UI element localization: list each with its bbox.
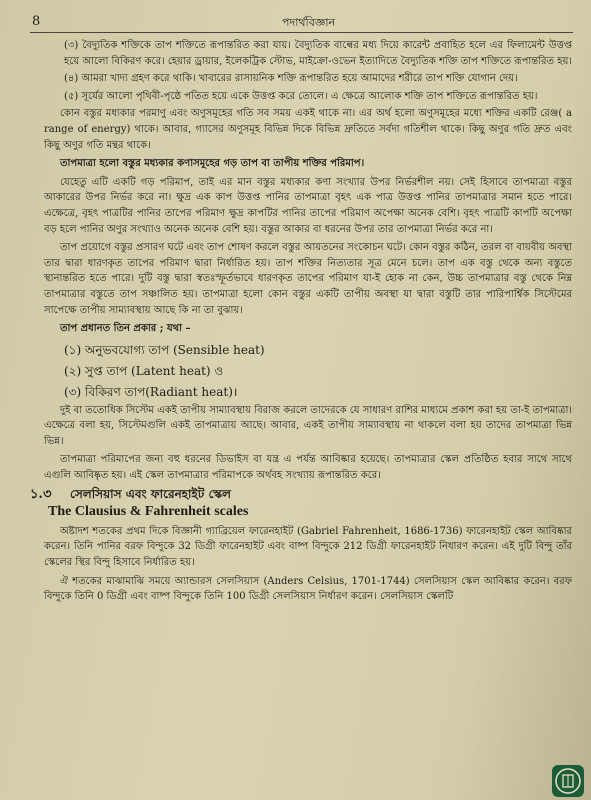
list-item-4: (৪) আমরা খাদ্য গ্রহণ করে থাকি। খাবারের রাসায়নিক শক্তি রূপান্তরিত হয়ে আমাদের শরীরে তাপ শক্তি যোগান দেয়। — [64, 73, 518, 85]
running-header-title: পদার্থবিজ্ঞান — [282, 16, 336, 29]
header-divider — [30, 32, 573, 33]
paragraph-fahrenheit: অষ্টাদশ শতকের প্রথম দিকে বিজ্ঞানী গ্যাব্রিয়েল ফারেনহাইট (Gabriel Fahrenheit, 1686-1736) ফারেনহাইট স্কেল আবিষ্কার করেন। তিনি পানির বরফ বিন্দুকে 32 ডিগ্রী ফারেনহাইট এবং বাষ্প বিন্দুকে 212 ডিগ্রী ফারেনহাইট নিধারণ করেন। এই দুটি বিন্দু তাঁর স্কেলের স্থির বিন্দু হিসাবে নির্ধারিত হয়। — [44, 525, 572, 569]
page-body — [30, 38, 572, 608]
paragraph-energy-range: কোন বস্তুর মধ্যকার পরমাণু এবং অণুসমূহের গতি সব সময় একই থাকে না। এর অর্থ হলো অণুসমূহের মধ্যে শক্তির একটি রেঞ্জ( a range of energy) থাকে। আবার, গ্যাসের অণুসমূহ বিভিন্ন দিকে বিভিন্ন দ্রুতিতে সর্বদা গতিশীল থাকে। কিছু অণুর গতি দ্রুত এবং কিছু অণুর গতি মন্থর থাকে। — [44, 108, 572, 151]
paragraph-heat-transfer: তাপ প্রয়োগে বস্তুর প্রসারণ ঘটে এবং তাপ শোষণ করলে বস্তুর আয়তনের সংকোচন ঘটে। কোন বস্তুর কঠিন, তরল বা বায়বীয় অবস্থা তার দ্বারা ধারণকৃত তাপের পরিমাণ দ্বারা নির্ধারিত হয়। তাপ শক্তির নিত্যতার সূত্র মেনে চলে। তাপ এক বস্তু থেকে অন্য বস্তুতে স্থানান্তরিত হতে পারে। দুটি বস্তু দ্বারা স্বতঃস্ফূর্তভাবে ধারণকৃত তাপের পরিমাণ যা-ই হোক না কেন, উচ্চ তাপমাত্রার বস্তু থেকে নিম্ন তাপমাত্রার বস্তুতে তাপ সঞ্চালিত হয়। তাপমাত্রা হলো কোন বস্তুর একটি তাপীয় অবস্থা যা দ্বারা বস্তুটি তার পারিপার্শ্বিক সিস্টেমের সাপেক্ষে তাপীয় সাম্যাবস্থায় আছে কি না তা বুঝায়। — [44, 242, 572, 316]
page-number: 8 — [32, 14, 41, 29]
paragraph-equilibrium: দুই বা ততোধিক সিস্টেম একই তাপীয় সাম্যাবস্থায় বিরাজ করলে তাদেরকে যে সাধারণ রাশির মাধ্যমে প্রকাশ করা হয় তা-ই তাপমাত্রা। এক্ষেত্রে বলা হয়, সিস্টেমগুলি একই তাপমাত্রায় আছে। আবার, একই তাপীয় সাম্যাবস্থায় না থাকলে বলা হয় তাদের তাপমাত্রা ভিন্ন ভিন্ন। — [44, 404, 572, 447]
list-item-5: (৫) সূর্যের আলো পৃথিবী-পৃষ্ঠে পতিত হয়ে একে উত্তপ্ত করে তোলে। এ ক্ষেত্রে আলোক শক্তি তাপ শক্তিতে রূপান্তরিত হয়। — [64, 90, 538, 102]
section-heading — [30, 487, 572, 503]
section-title-bengali: সেলসিয়াস এবং ফারেনহাইট স্কেল — [70, 486, 231, 501]
list-item-3: (৩) বৈদ্যুতিক শক্তিকে তাপ শক্তিতে রূপান্তরিত করা যায়। বৈদ্যুতিক বাল্বের মধ্য দিয়ে কারেন্ট প্রবাহিত হলে এর ফিলামেন্ট উত্তপ্ত হয়ে আলো বিকিরণ করে। হেয়ার ড্রায়ার, ইলেকট্রিক স্টোভ, মাইক্রো-ওভেন ইত্যাদিতে বৈদ্যুতিক শক্তি তাপ শক্তিতে রূপান্তরিত হয়। — [64, 40, 572, 67]
library-seal-icon — [552, 765, 584, 797]
heat-types-intro: তাপ প্রধানত তিন প্রকার ; যথা – — [60, 323, 191, 335]
section-number: ১.৩ — [30, 486, 52, 502]
heat-type-latent: (২) সুপ্ত তাপ (Latent heat) ও — [64, 363, 224, 378]
heat-type-radiant: (৩) বিকিরণ তাপ(Radiant heat)। — [64, 384, 238, 399]
temperature-definition: তাপমাত্রা হলো বস্তুর মধ্যকার কণাসমূহের গড় তাপ বা তাপীয় শক্তির পরিমাপ। — [60, 158, 365, 170]
heat-type-sensible: (১) অনুভবযোগ্য তাপ (Sensible heat) — [64, 342, 265, 357]
paragraph-temperature-average: যেহেতু এটি একটি গড় পরিমাপ, তাই এর মান বস্তুর মধ্যকার কণা সংখ্যার উপর নির্ভরশীল নয়। সেই হিসাবে তাপমাত্রা বস্তুর আকারের উপর নির্ভর করে না। ক্ষুদ্র এক কাপ উত্তপ্ত পানির তাপমাত্রা বৃহৎ এক পাত্র উত্তপ্ত পানির তাপমাত্রার সমান হতে পারে। এক্ষেত্রে, বৃহৎ পাত্রটির পানির তাপের পরিমাণ ক্ষুদ্র কাপটির পানির তাপের পরিমাণ অপেক্ষা অনেক বেশি। বৃহৎ পাত্রটি কাপটি অপেক্ষা বড় হলে পানির অণুর সংখ্যাও অনেক অনেক বেশি হয়। বস্তুর আকার বা ধরনের উপর তার তাপমাত্রা নির্ভর করে না। — [44, 176, 572, 235]
paragraph-celsius: ঐ শতকের মাঝামাঝি সময়ে অ্যান্ডারস সেলসিয়াস (Anders Celsius, 1701-1744) সেলসিয়াস স্কেল আবিষ্কার করেন। বরফ বিন্দুকে তিনি 0 ডিগ্রী এবং বাষ্প বিন্দুকে তিনি 100 ডিগ্রী সেলসিয়াস নির্ধারণ করেন। সেলসিয়াস স্কেলটি — [44, 575, 572, 603]
section-title-english: The Clausius & Fahrenheit scales — [48, 504, 249, 520]
heat-types-list — [44, 340, 572, 403]
paragraph-devices: তাপমাত্রা পরিমাপের জন্য বহু ধরনের ডিভাইস বা যন্ত্র এ পর্যন্ত আবিষ্কার হয়েছে। তাপমাত্রার স্কেল প্রতিষ্ঠিত হবার সাথে সাথে এগুলি আবিষ্কৃত হয়। এই স্কেল তাপমাত্রার পরিমাপকে অর্থবহ সংখ্যায় রূপান্তরিত করে। — [44, 454, 572, 482]
